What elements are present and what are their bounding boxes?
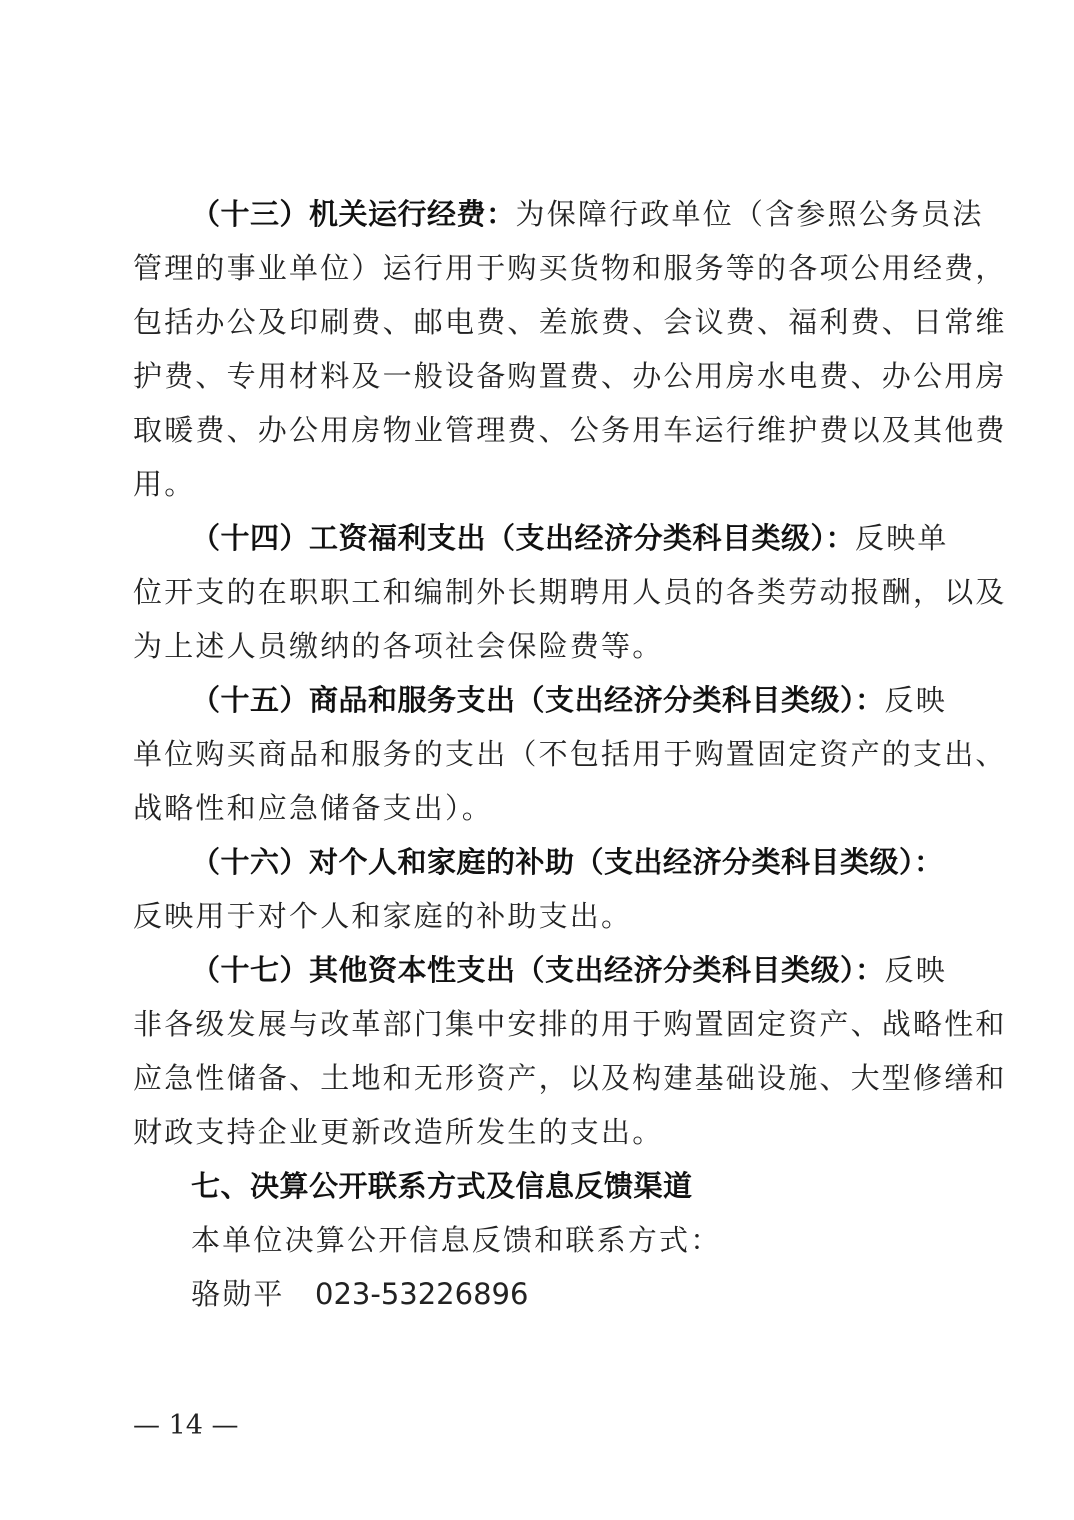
paragraph-line: 护费、专用材料及一般设备购置费、办公用房水电费、办公用房	[133, 359, 1007, 393]
paragraph-heading: （十七）其他资本性支出（支出经济分类科目类级）：	[191, 953, 885, 987]
paragraph-line: 用。	[133, 467, 196, 501]
paragraph-line: 单位购买商品和服务的支出（不包括用于购置固定资产的支出、	[133, 737, 1007, 771]
paragraph-line: 位开支的在职职工和编制外长期聘用人员的各类劳动报酬，以及	[133, 575, 1007, 609]
paragraph-line: 为上述人员缴纳的各项社会保险费等。	[133, 629, 664, 663]
section-intro: 本单位决算公开信息反馈和联系方式：	[191, 1223, 722, 1257]
section-contact	[133, 1159, 939, 1321]
paragraph-line	[133, 673, 947, 727]
page-number: — 14 —	[133, 1410, 239, 1441]
paragraph-heading: （十五）商品和服务支出（支出经济分类科目类级）：	[191, 683, 885, 717]
paragraph-line	[133, 943, 947, 997]
contact-line	[133, 1267, 939, 1321]
paragraph-line: 应急性储备、土地和无形资产，以及构建基础设施、大型修缮和	[133, 1061, 1007, 1095]
paragraph-text: 反映	[884, 683, 947, 717]
paragraph-line: 包括办公及印刷费、邮电费、差旅费、会议费、福利费、日常维	[133, 305, 1007, 339]
contact-phone: 023-53226896	[315, 1277, 529, 1311]
contact-name: 骆勋平	[191, 1277, 285, 1311]
paragraph-text: 反映	[884, 953, 947, 987]
paragraph-line	[133, 187, 984, 241]
paragraph-line: 战略性和应急储备支出）。	[133, 791, 493, 825]
document-body	[133, 187, 1007, 1321]
paragraph-15	[133, 673, 1007, 835]
paragraph-heading: （十三）机关运行经费：	[191, 197, 516, 231]
paragraph-16	[133, 835, 944, 943]
paragraph-line	[133, 511, 949, 565]
section-title: 七、决算公开联系方式及信息反馈渠道	[191, 1169, 693, 1203]
paragraph-text: 为保障行政单位（含参照公务员法	[515, 197, 984, 231]
paragraph-line	[133, 835, 944, 889]
paragraph-heading: （十六）对个人和家庭的补助（支出经济分类科目类级）：	[191, 845, 944, 879]
paragraph-13	[133, 187, 1007, 511]
paragraph-line: 财政支持企业更新改造所发生的支出。	[133, 1115, 664, 1149]
paragraph-line: 非各级发展与改革部门集中安排的用于购置固定资产、战略性和	[133, 1007, 1007, 1041]
paragraph-heading: （十四）工资福利支出（支出经济分类科目类级）：	[191, 521, 856, 555]
paragraph-line: 管理的事业单位）运行用于购买货物和服务等的各项公用经费，	[133, 251, 1007, 285]
paragraph-line: 反映用于对个人和家庭的补助支出。	[133, 899, 633, 933]
paragraph-14	[133, 511, 1007, 673]
paragraph-line: 取暖费、办公用房物业管理费、公务用车运行维护费以及其他费	[133, 413, 1007, 447]
paragraph-text: 反映单	[855, 521, 949, 555]
paragraph-17	[133, 943, 1007, 1159]
